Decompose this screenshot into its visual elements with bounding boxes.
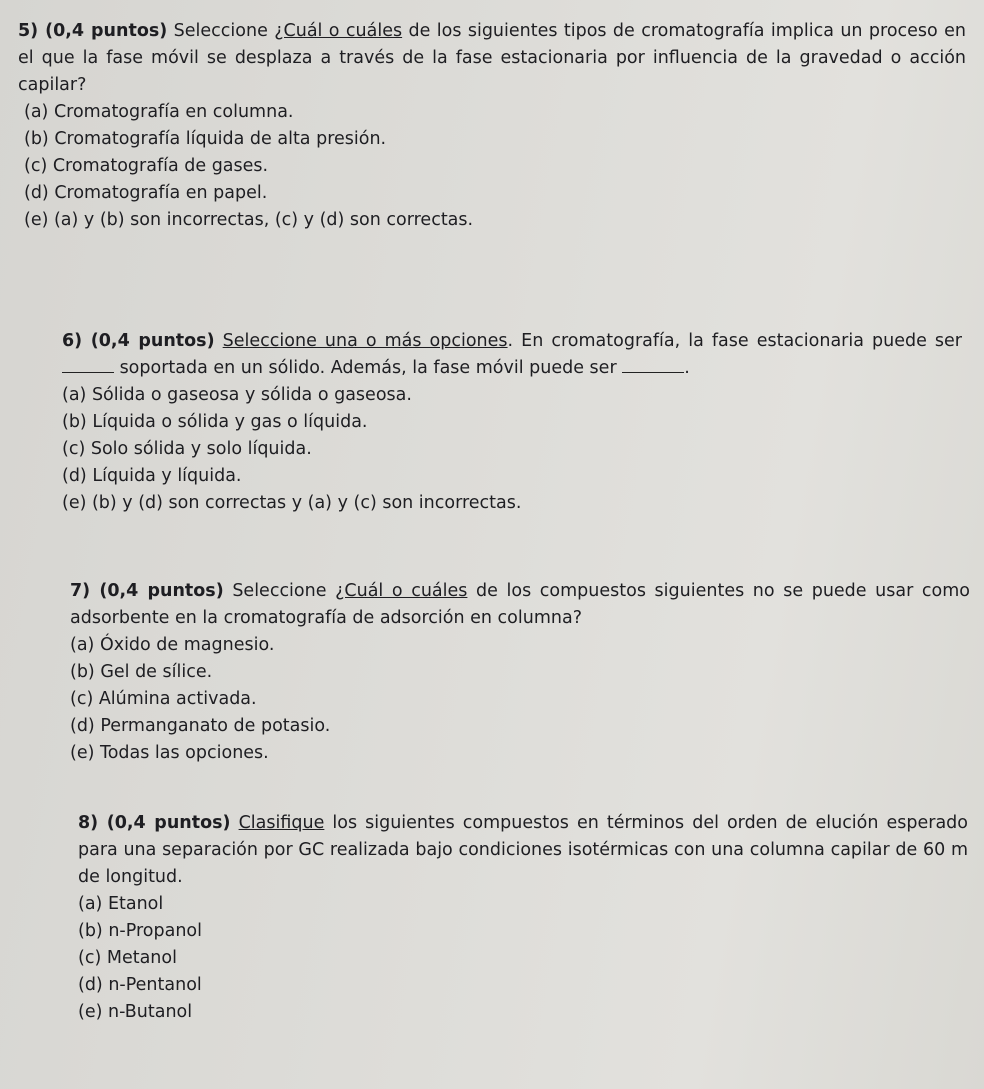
question-6-option-b[interactable]: (b) Líquida o sólida y gas o líquida. [62,412,368,432]
question-5-stem-start: Seleccione [167,21,275,41]
question-6-stem [62,328,962,382]
question-7-option-d[interactable]: (d) Permanganato de potasio. [70,716,331,736]
question-7-stem-end: de los compuestos siguientes no se puede usar como adsorbente en la cromatografía de adsorción en columna? [70,581,970,628]
question-8-stem [78,810,968,891]
question-5-option-b[interactable]: (b) Cromatografía líquida de alta presión. [24,129,387,149]
question-6-stem-mid: . En cromatografía, la fase estacionaria puede ser [507,331,962,351]
question-6-number: 6) (0,4 puntos) [62,331,215,351]
question-7-stem-start: Seleccione [223,581,336,601]
question-7-option-c[interactable]: (c) Alúmina activada. [70,689,257,709]
question-5-stem-underlined: ¿Cuál o cuáles [274,21,403,41]
question-8-stem-start [231,813,239,833]
question-6-option-e[interactable]: (e) (b) y (d) son correctas y (a) y (c) son incorrectas. [62,493,522,513]
question-6-option-c[interactable]: (c) Solo sólida y solo líquida. [62,439,312,459]
question-8-stem-end: los siguientes compuestos en términos del orden de elución esperado para una separación por GC realizada bajo condiciones isotérmicas con una columna capilar de 60 m de longitud. [78,813,968,887]
question-5-option-c[interactable]: (c) Cromatografía de gases. [24,156,269,176]
question-8-option-d[interactable]: (d) n-Pentanol [78,975,202,995]
question-8-options [78,891,968,1026]
question-6-option-a[interactable]: (a) Sólida o gaseosa y sólida o gaseosa. [62,385,412,405]
question-7-option-b[interactable]: (b) Gel de sílice. [70,662,213,682]
question-8-stem-underlined: Clasifique [238,813,325,833]
question-5-options [18,99,966,234]
question-5-number: 5) (0,4 puntos) [18,21,168,41]
question-7-option-e[interactable]: (e) Todas las opciones. [70,743,269,763]
question-6-options [62,382,962,517]
question-6-option-d[interactable]: (d) Líquida y líquida. [62,466,242,486]
question-7-stem-underlined: ¿Cuál o cuáles [335,581,468,601]
question-8-option-e[interactable]: (e) n-Butanol [78,1002,193,1022]
question-6-stem-mid2: soportada en un sólido. Además, la fase móvil puede ser [114,358,623,378]
question-5-stem [18,18,966,99]
question-5-option-e[interactable]: (e) (a) y (b) son incorrectas, (c) y (d) son correctas. [24,210,474,230]
question-6-stem-underlined: Seleccione una o más opciones [222,331,508,351]
question-7-options [70,632,970,767]
question-7-option-a[interactable]: (a) Óxido de magnesio. [70,635,275,655]
question-7 [70,578,970,767]
question-6 [62,328,962,517]
question-7-stem [70,578,970,632]
question-8-option-a[interactable]: (a) Etanol [78,894,164,914]
blank-2[interactable] [622,356,684,373]
question-8 [78,810,968,1026]
question-5-stem-end: de los siguientes tipos de cromatografía implica un proceso en el que la fase móvil se desplaza a través de la fase estacionaria por influencia de la gravedad o acción capilar? [18,21,966,95]
blank-1[interactable] [62,356,114,373]
question-8-option-c[interactable]: (c) Metanol [78,948,177,968]
question-6-stem-end: . [684,358,690,378]
question-5-option-d[interactable]: (d) Cromatografía en papel. [24,183,268,203]
question-5 [18,18,966,234]
question-7-number: 7) (0,4 puntos) [70,581,224,601]
question-8-option-b[interactable]: (b) n-Propanol [78,921,202,941]
question-5-option-a[interactable]: (a) Cromatografía en columna. [24,102,294,122]
question-8-number: 8) (0,4 puntos) [78,813,231,833]
